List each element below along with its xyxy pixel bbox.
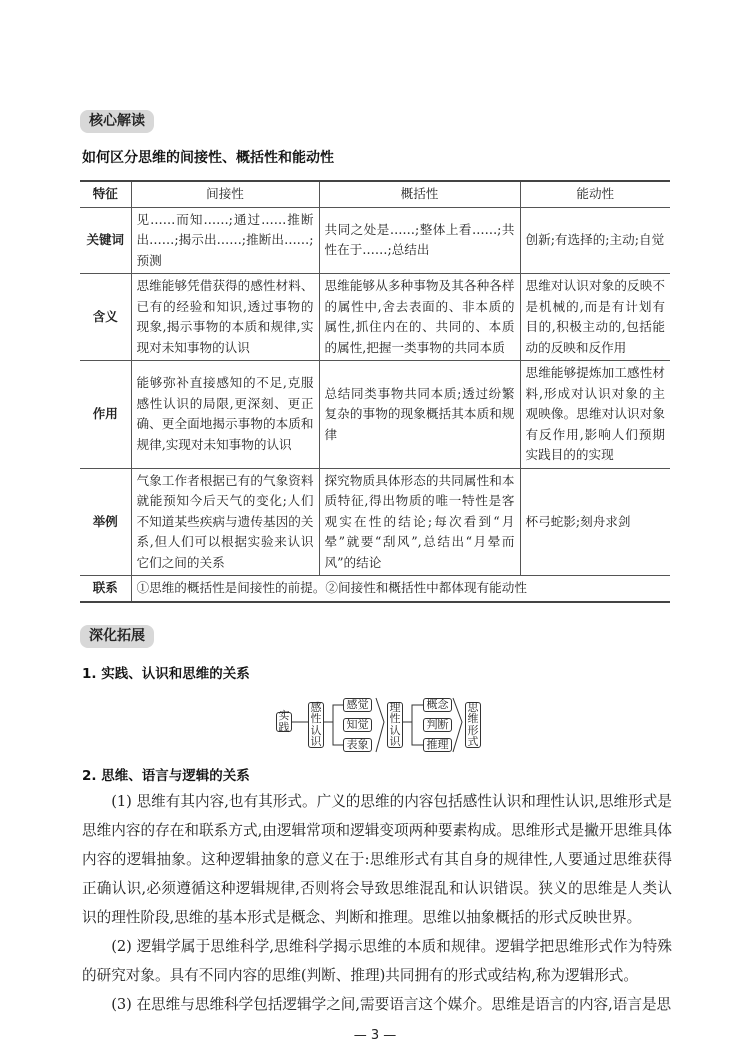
- table-cell: 创新;有选择的;主动;自觉: [520, 207, 670, 274]
- box-judgment: 判断: [423, 718, 452, 732]
- heading-2: 2. 思维、语言与逻辑的关系: [82, 767, 250, 784]
- table-cell: 共同之处是……;整体上看……;共性在于……;总结出: [319, 207, 520, 274]
- box-perceptual: 感性认识: [308, 702, 324, 748]
- table-cell: 思维能够提炼加工感性材料,形成对认识对象的主观映像。思维对认识对象有反作用,影响人们预期实践目的的实现: [520, 361, 670, 469]
- table-row: [80, 468, 670, 576]
- page-number: — 3 —: [353, 1027, 397, 1043]
- table-row: [80, 207, 670, 274]
- table-title: 如何区分思维的间接性、概括性和能动性: [82, 150, 334, 166]
- row-label: 含义: [80, 274, 131, 361]
- box-rational: 理性认识: [387, 702, 403, 748]
- table-cell: 思维能够从多种事物及其各种各样的属性中,舍去表面的、非本质的属性,抓住内在的、共同的、本质的属性,把握一类事物的共同本质: [319, 274, 520, 361]
- table-cell: 气象工作者根据已有的气象资料就能预知今后天气的变化;人们不知道某些疾病与遗传基因的关系,但人们可以根据实验来认识它们之间的关系: [131, 468, 319, 576]
- table-cell: 总结同类事物共同本质;透过纷繁复杂的事物的现象概括其本质和规律: [319, 361, 520, 469]
- box-practice: 实践: [276, 712, 292, 732]
- table-header-row: [80, 181, 670, 207]
- box-reasoning: 推理: [423, 738, 452, 752]
- box-concept: 概念: [423, 698, 452, 712]
- row-label: 作用: [80, 361, 131, 469]
- table-cell: 思维能够凭借获得的感性材料、已有的经验和知识,透过事物的现象,揭示事物的本质和规律,实现对未知事物的认识: [131, 274, 319, 361]
- paragraph-2: (2) 逻辑学属于思维科学,思维科学揭示思维的本质和规律。逻辑学把思维形式作为特殊的研究对象。具有不同内容的思维(判断、推理)共同拥有的形式或结构,称为逻辑形式。: [82, 937, 672, 984]
- box-thinking-form: 思维形式: [465, 702, 481, 748]
- table-cell: 杯弓蛇影;刻舟求剑: [520, 468, 670, 576]
- row-label: 联系: [80, 576, 131, 602]
- row-label: 关键词: [80, 207, 131, 274]
- heading-1: 1. 实践、认识和思维的关系: [82, 665, 250, 682]
- header-general: 概括性: [319, 181, 520, 207]
- cognition-diagram: [270, 693, 500, 759]
- box-sensation: 感觉: [343, 698, 372, 712]
- comparison-table: [80, 180, 670, 603]
- table-cell: ①思维的概括性是间接性的前提。②间接性和概括性中都体现有能动性: [131, 576, 670, 602]
- table-cell: 能够弥补直接感知的不足,克服感性认识的局限,更深刻、更正确、更全面地揭示事物的本质和规律,实现对未知事物的认识: [131, 361, 319, 469]
- table-row: [80, 274, 670, 361]
- header-indirect: 间接性: [131, 181, 319, 207]
- table-cell: 见……而知……;通过……推断出……;揭示出……;推断出……;预测: [131, 207, 319, 274]
- table-cell: 探究物质具体形态的共同属性和本质特征,得出物质的唯一特性是客观实在性的结论;每次看到“月晕”就要“刮风”,总结出“月晕而风”的结论: [319, 468, 520, 576]
- section-tag-extend: 深化拓展: [80, 625, 154, 648]
- header-feature: 特征: [80, 181, 131, 207]
- table-row-link: [80, 576, 670, 602]
- row-label: 举例: [80, 468, 131, 576]
- table-cell: 思维对认识对象的反映不是机械的,而是有计划有目的,积极主动的,包括能动的反映和反作用: [520, 274, 670, 361]
- page-content: [80, 110, 672, 1045]
- section-tag-core: 核心解读: [80, 110, 154, 133]
- paragraph-3: (3) 在思维与思维科学包括逻辑学之间,需要语言这个媒介。思维是语言的内容,语言是思: [111, 995, 672, 1013]
- table-row: [80, 361, 670, 469]
- box-perception: 知觉: [343, 718, 372, 732]
- paragraph-1: (1) 思维有其内容,也有其形式。广义的思维的内容包括感性认识和理性认识,思维形式是思维内容的存在和联系方式,由逻辑常项和逻辑变项两种要素构成。思维形式是撇开思维具体内容的逻辑抽象。这种逻辑抽象的意义在于:思维形式有其自身的规律性,人要通过思维获得正确认识,必须遵循这种逻辑规律,否则将会导致思维混乱和认识错误。狭义的思维是人类认识的理性阶段,思维的基本形式是概念、判断和推理。思维以抽象概括的形式反映世界。: [82, 792, 672, 926]
- header-active: 能动性: [520, 181, 670, 207]
- box-representation: 表象: [343, 738, 372, 752]
